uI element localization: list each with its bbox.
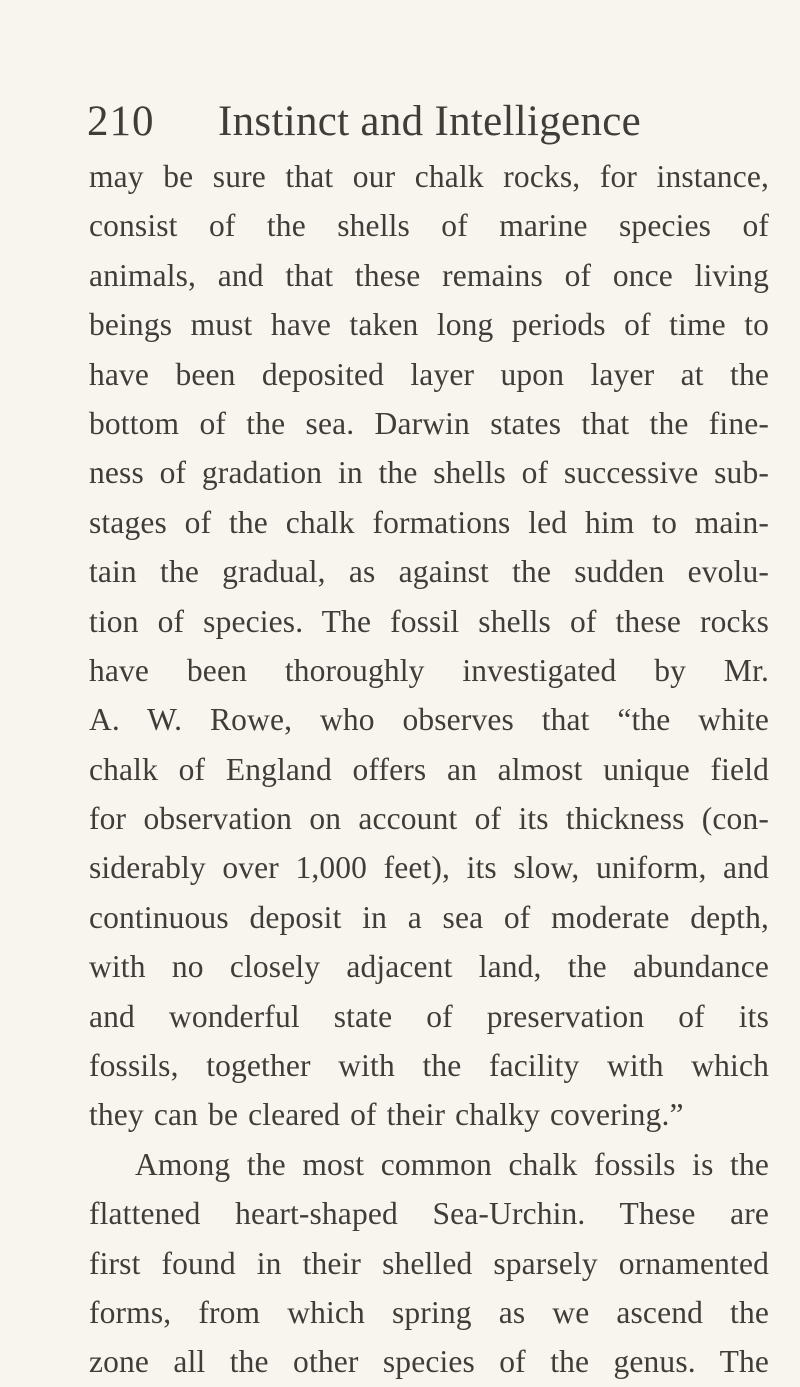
text-line: flattened heart-shaped Sea-Urchin. These are [89,1196,769,1232]
text-line: A. W. Rowe, who observes that “the white [89,702,769,738]
text-line: fossils, together with the facility with which [89,1048,769,1084]
text-line: they can be cleared of their chalky covering.” [89,1097,684,1133]
page-number: 210 [87,98,155,145]
text-line: and wonderful state of preservation of its [89,998,769,1034]
text-line: ness of gradation in the shells of successive sub- [89,455,769,491]
text-line: bottom of the sea. Darwin states that the fine- [89,405,769,441]
text-line: tion of species. The fossil shells of these rocks [89,603,769,639]
text-line: have been deposited layer upon layer at the [89,356,769,392]
text-line: animals, and that these remains of once living [89,257,769,293]
text-line: siderably over 1,000 feet), its slow, uniform, and [89,850,769,886]
body-text [89,152,769,1387]
text-line: zone all the other species of the genus. The [89,1344,769,1380]
text-line: first found in their shelled sparsely ornamented [89,1245,769,1281]
text-line: may be sure that our chalk rocks, for instance, [89,159,769,194]
text-line: have been thoroughly investigated by Mr. [89,652,769,688]
text-line: for observation on account of its thickness (con- [89,801,769,837]
text-line: continuous deposit in a sea of moderate depth, [89,899,769,935]
page-header [87,92,727,152]
text-line: tain the gradual, as against the sudden evolu- [89,554,769,590]
text-line: forms, from which spring as we ascend the [89,1294,769,1330]
text-line: Among the most common chalk fossils is the [135,1146,769,1182]
text-line: chalk of England offers an almost unique field [89,751,769,787]
running-title: Instinct and Intelligence [218,98,642,145]
text-line: beings must have taken long periods of time to [89,307,769,343]
text-line: consist of the shells of marine species of [89,208,769,244]
text-line: with no closely adjacent land, the abundance [89,949,769,985]
text-line: stages of the chalk formations led him to main- [89,504,769,540]
